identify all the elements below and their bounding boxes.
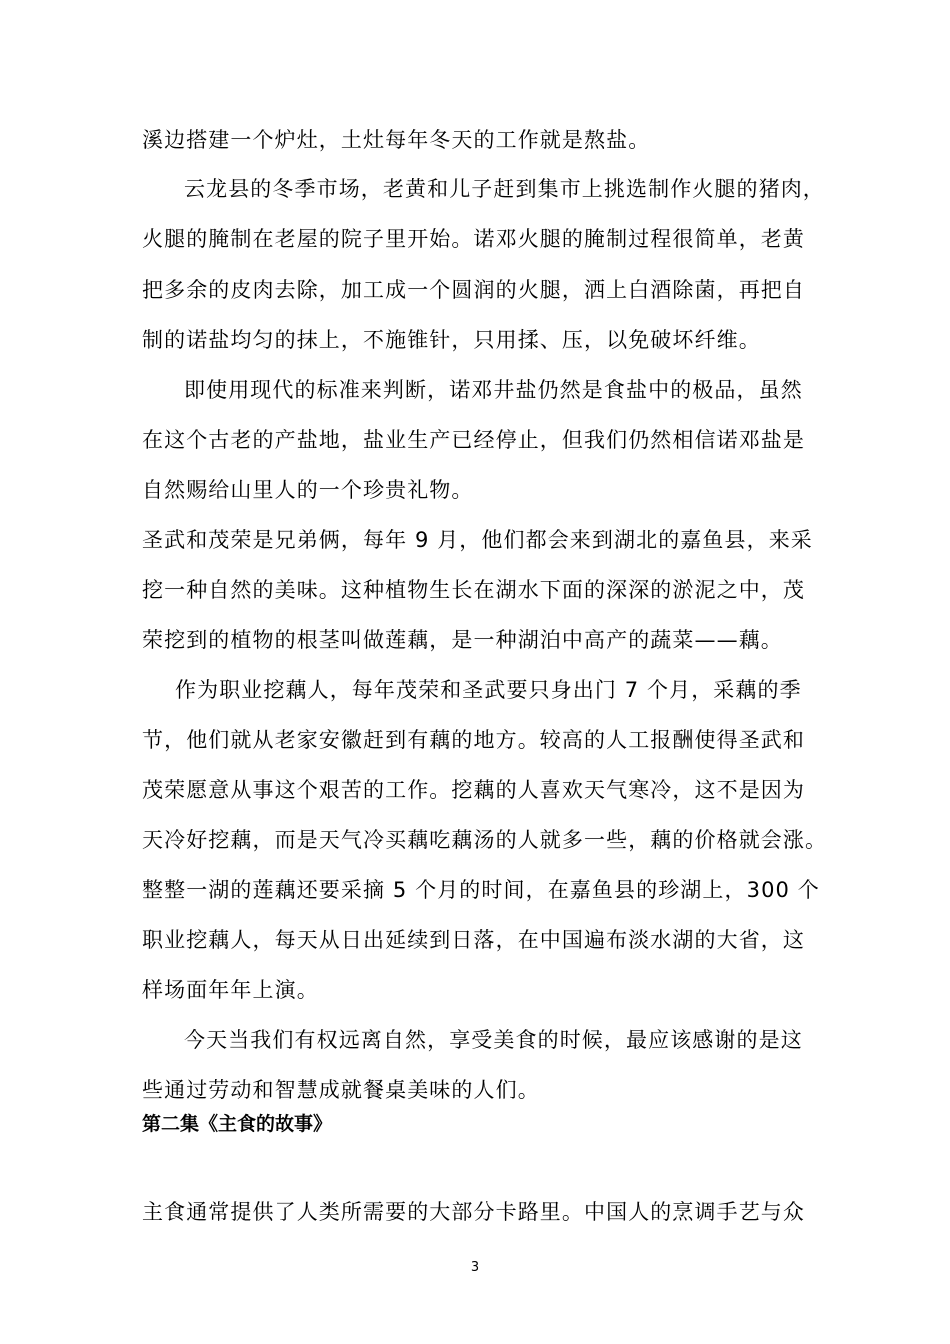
page-number: 3: [470, 1260, 480, 1275]
paragraph-line: 在这个古老的产盐地，盐业生产已经停止，但我们仍然相信诺邓盐是: [142, 428, 805, 452]
paragraph-line: 制的诺盐均匀的抹上，不施锥针，只用揉、压，以免破坏纤维。: [142, 328, 761, 352]
paragraph-line: 溪边搭建一个炉灶，土灶每年冬天的工作就是熬盐。: [142, 128, 651, 152]
paragraph-line: 作为职业挖藕人，每年茂荣和圣武要只身出门 7 个月，采藕的季: [175, 678, 802, 702]
paragraph-line: 自然赐给山里人的一个珍贵礼物。: [142, 478, 474, 502]
paragraph-line: 整整一湖的莲藕还要采摘 5 个月的时间，在嘉鱼县的珍湖上，300 个: [142, 878, 820, 902]
section-heading: 第二集《主食的故事》: [142, 1113, 333, 1135]
paragraph-line: 天冷好挖藕，而是天气冷买藕吃藕汤的人就多一些，藕的价格就会涨。: [142, 828, 828, 852]
paragraph-line: 样场面年年上演。: [142, 978, 319, 1002]
paragraph-line: 茂荣愿意从事这个艰苦的工作。挖藕的人喜欢天气寒冷，这不是因为: [142, 778, 805, 802]
paragraph-line: 挖一种自然的美味。这种植物生长在湖水下面的深深的淤泥之中，茂: [142, 578, 805, 602]
paragraph-line: 即使用现代的标准来判断，诺邓井盐仍然是食盐中的极品，虽然: [184, 378, 803, 402]
paragraph-line: 些通过劳动和智慧成就餐桌美味的人们。: [142, 1078, 540, 1102]
paragraph-line: 把多余的皮肉去除，加工成一个圆润的火腿，洒上白酒除菌，再把自: [142, 278, 805, 302]
paragraph-line: 圣武和茂荣是兄弟俩，每年 9 月，他们都会来到湖北的嘉鱼县，来采: [142, 528, 813, 552]
paragraph-line: 云龙县的冬季市场，老黄和儿子赶到集市上挑选制作火腿的猪肉，: [184, 177, 825, 201]
paragraph-line: 火腿的腌制在老屋的院子里开始。诺邓火腿的腌制过程很简单，老黄: [142, 227, 805, 251]
paragraph-line: 职业挖藕人，每天从日出延续到日落，在中国遍布淡水湖的大省，这: [142, 928, 805, 952]
paragraph-line: 节，他们就从老家安徽赶到有藕的地方。较高的人工报酬使得圣武和: [142, 728, 805, 752]
paragraph-line: 荣挖到的植物的根茎叫做莲藕，是一种湖泊中高产的蔬菜——藕。: [142, 628, 783, 652]
paragraph-line: 主食通常提供了人类所需要的大部分卡路里。中国人的烹调手艺与众: [142, 1200, 805, 1224]
paragraph-line: 今天当我们有权远离自然，享受美食的时候，最应该感谢的是这: [184, 1028, 803, 1052]
